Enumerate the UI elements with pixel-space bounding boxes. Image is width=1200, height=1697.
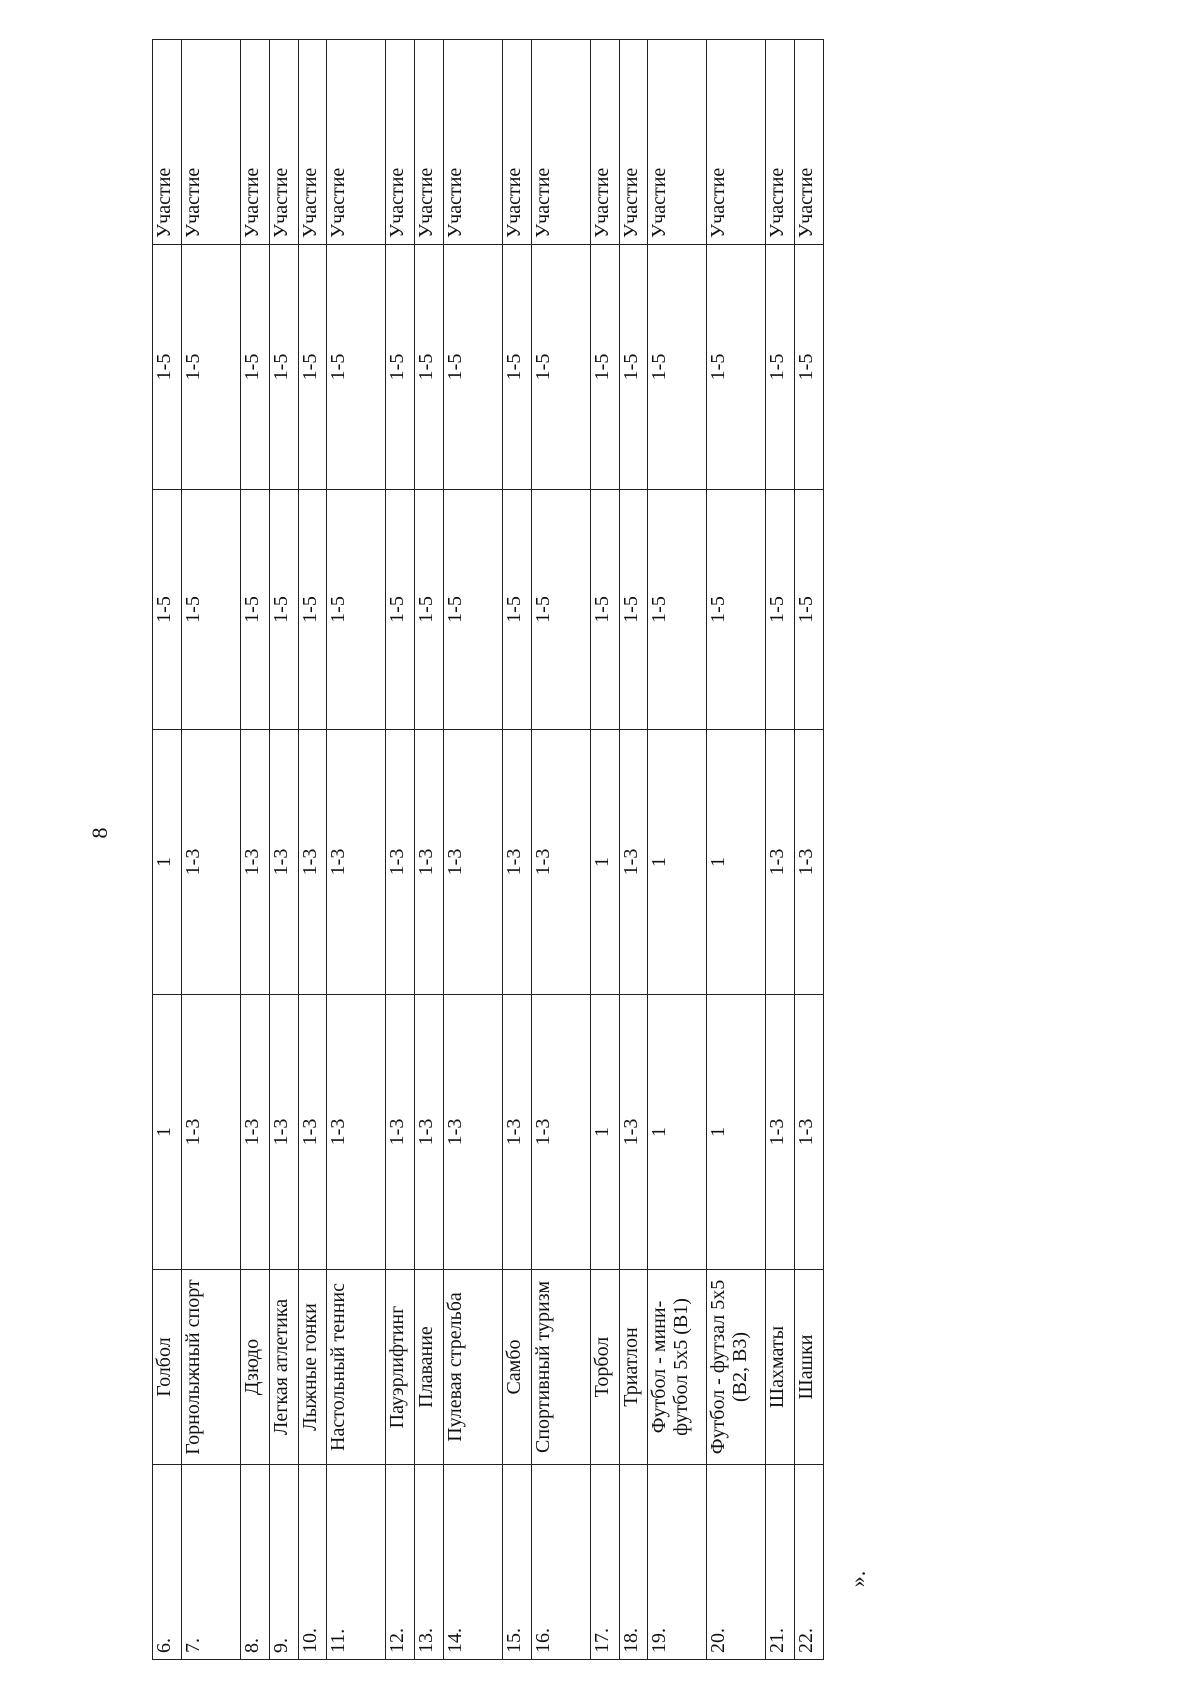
sports-table [152,39,824,1660]
sport-name-cell: Пулевая стрельба [444,1270,503,1465]
value-cell-3: 1-5 [153,490,182,730]
result-cell: Участие [298,40,327,245]
row-number-cell: 10. [298,1465,327,1660]
value-cell-3: 1-5 [240,490,269,730]
sport-name-cell: Голбол [153,1270,182,1465]
row-number-cell: 20. [707,1465,766,1660]
value-cell-2: 1 [707,730,766,995]
result-cell: Участие [531,40,590,245]
row-number-cell: 6. [153,1465,182,1660]
value-cell-1: 1-3 [619,995,648,1270]
sport-name-cell: Лыжные гонки [298,1270,327,1465]
sport-name-cell: Самбо [502,1270,531,1465]
row-number-cell: 22. [795,1465,824,1660]
result-cell: Участие [240,40,269,245]
value-cell-3: 1-5 [766,490,795,730]
result-cell: Участие [444,40,503,245]
table-row [153,40,182,1660]
value-cell-1: 1-3 [766,995,795,1270]
sport-name-cell: Горнолыжный спорт [181,1270,240,1465]
row-number-cell: 15. [502,1465,531,1660]
value-cell-2: 1-3 [795,730,824,995]
sport-name-cell: Дзюдо [240,1270,269,1465]
value-cell-2: 1-3 [240,730,269,995]
result-cell: Участие [619,40,648,245]
row-number-cell: 18. [619,1465,648,1660]
value-cell-3: 1-5 [181,490,240,730]
table-row [181,40,240,1660]
sport-name-cell: Легкая атлетика [269,1270,298,1465]
table-row [269,40,298,1660]
result-cell: Участие [590,40,619,245]
result-cell: Участие [415,40,444,245]
row-number-cell: 21. [766,1465,795,1660]
result-cell: Участие [153,40,182,245]
value-cell-4: 1-5 [590,245,619,490]
row-number-cell: 14. [444,1465,503,1660]
value-cell-3: 1-5 [619,490,648,730]
result-cell: Участие [795,40,824,245]
result-cell: Участие [386,40,415,245]
row-number-cell: 16. [531,1465,590,1660]
value-cell-3: 1-5 [298,490,327,730]
row-number-cell: 11. [327,1465,386,1660]
value-cell-4: 1-5 [269,245,298,490]
table-row [795,40,824,1660]
sport-name-cell: Футбол - футзал 5х5 (В2, В3) [707,1270,766,1465]
value-cell-1: 1 [153,995,182,1270]
value-cell-2: 1-3 [619,730,648,995]
value-cell-1: 1-3 [444,995,503,1270]
value-cell-1: 1-3 [795,995,824,1270]
value-cell-1: 1-3 [386,995,415,1270]
table-row [298,40,327,1660]
table-row [502,40,531,1660]
value-cell-2: 1 [648,730,707,995]
value-cell-1: 1 [648,995,707,1270]
page-number: 8 [87,827,112,839]
value-cell-1: 1-3 [181,995,240,1270]
sport-name-cell: Триатлон [619,1270,648,1465]
value-cell-2: 1-3 [269,730,298,995]
value-cell-2: 1-3 [415,730,444,995]
result-cell: Участие [707,40,766,245]
value-cell-1: 1-3 [269,995,298,1270]
value-cell-2: 1-3 [444,730,503,995]
value-cell-4: 1-5 [240,245,269,490]
result-cell: Участие [502,40,531,245]
value-cell-1: 1-3 [415,995,444,1270]
row-number-cell: 12. [386,1465,415,1660]
value-cell-2: 1 [590,730,619,995]
value-cell-4: 1-5 [298,245,327,490]
value-cell-3: 1-5 [795,490,824,730]
value-cell-2: 1-3 [531,730,590,995]
sport-name-cell: Настольный теннис [327,1270,386,1465]
value-cell-2: 1-3 [181,730,240,995]
value-cell-2: 1-3 [766,730,795,995]
value-cell-3: 1-5 [648,490,707,730]
value-cell-1: 1-3 [502,995,531,1270]
table-row [444,40,503,1660]
value-cell-2: 1-3 [327,730,386,995]
table-row [327,40,386,1660]
table-row [766,40,795,1660]
row-number-cell: 17. [590,1465,619,1660]
value-cell-4: 1-5 [444,245,503,490]
value-cell-3: 1-5 [386,490,415,730]
table-row [531,40,590,1660]
value-cell-3: 1-5 [590,490,619,730]
value-cell-2: 1-3 [386,730,415,995]
result-cell: Участие [648,40,707,245]
value-cell-4: 1-5 [181,245,240,490]
value-cell-2: 1-3 [502,730,531,995]
sport-name-cell: Футбол - мини-футбол 5х5 (В1) [648,1270,707,1465]
value-cell-4: 1-5 [531,245,590,490]
table-row [619,40,648,1660]
value-cell-4: 1-5 [502,245,531,490]
table-row [707,40,766,1660]
table-row [648,40,707,1660]
sport-name-cell: Шашки [795,1270,824,1465]
value-cell-3: 1-5 [707,490,766,730]
result-cell: Участие [181,40,240,245]
value-cell-2: 1-3 [298,730,327,995]
value-cell-4: 1-5 [766,245,795,490]
value-cell-3: 1-5 [444,490,503,730]
value-cell-3: 1-5 [502,490,531,730]
table-row [386,40,415,1660]
sports-table-body [153,40,824,1660]
value-cell-1: 1-3 [531,995,590,1270]
value-cell-1: 1-3 [298,995,327,1270]
result-cell: Участие [269,40,298,245]
value-cell-3: 1-5 [327,490,386,730]
sport-name-cell: Шахматы [766,1270,795,1465]
value-cell-4: 1-5 [327,245,386,490]
value-cell-4: 1-5 [153,245,182,490]
sport-name-cell: Пауэрлифтинг [386,1270,415,1465]
row-number-cell: 13. [415,1465,444,1660]
value-cell-4: 1-5 [795,245,824,490]
table-row [415,40,444,1660]
value-cell-1: 1 [707,995,766,1270]
row-number-cell: 7. [181,1465,240,1660]
value-cell-4: 1-5 [707,245,766,490]
value-cell-1: 1 [590,995,619,1270]
row-number-cell: 8. [240,1465,269,1660]
sport-name-cell: Торбол [590,1270,619,1465]
value-cell-4: 1-5 [415,245,444,490]
value-cell-4: 1-5 [619,245,648,490]
value-cell-3: 1-5 [269,490,298,730]
value-cell-4: 1-5 [648,245,707,490]
value-cell-3: 1-5 [531,490,590,730]
value-cell-4: 1-5 [386,245,415,490]
sport-name-cell: Спортивный туризм [531,1270,590,1465]
value-cell-1: 1-3 [240,995,269,1270]
table-rotation-wrapper [152,40,824,1660]
sport-name-cell: Плавание [415,1270,444,1465]
result-cell: Участие [766,40,795,245]
value-cell-2: 1 [153,730,182,995]
table-row [240,40,269,1660]
value-cell-1: 1-3 [327,995,386,1270]
row-number-cell: 19. [648,1465,707,1660]
row-number-cell: 9. [269,1465,298,1660]
result-cell: Участие [327,40,386,245]
value-cell-3: 1-5 [415,490,444,730]
table-row [590,40,619,1660]
closing-quote-mark: ». [845,1570,870,1588]
